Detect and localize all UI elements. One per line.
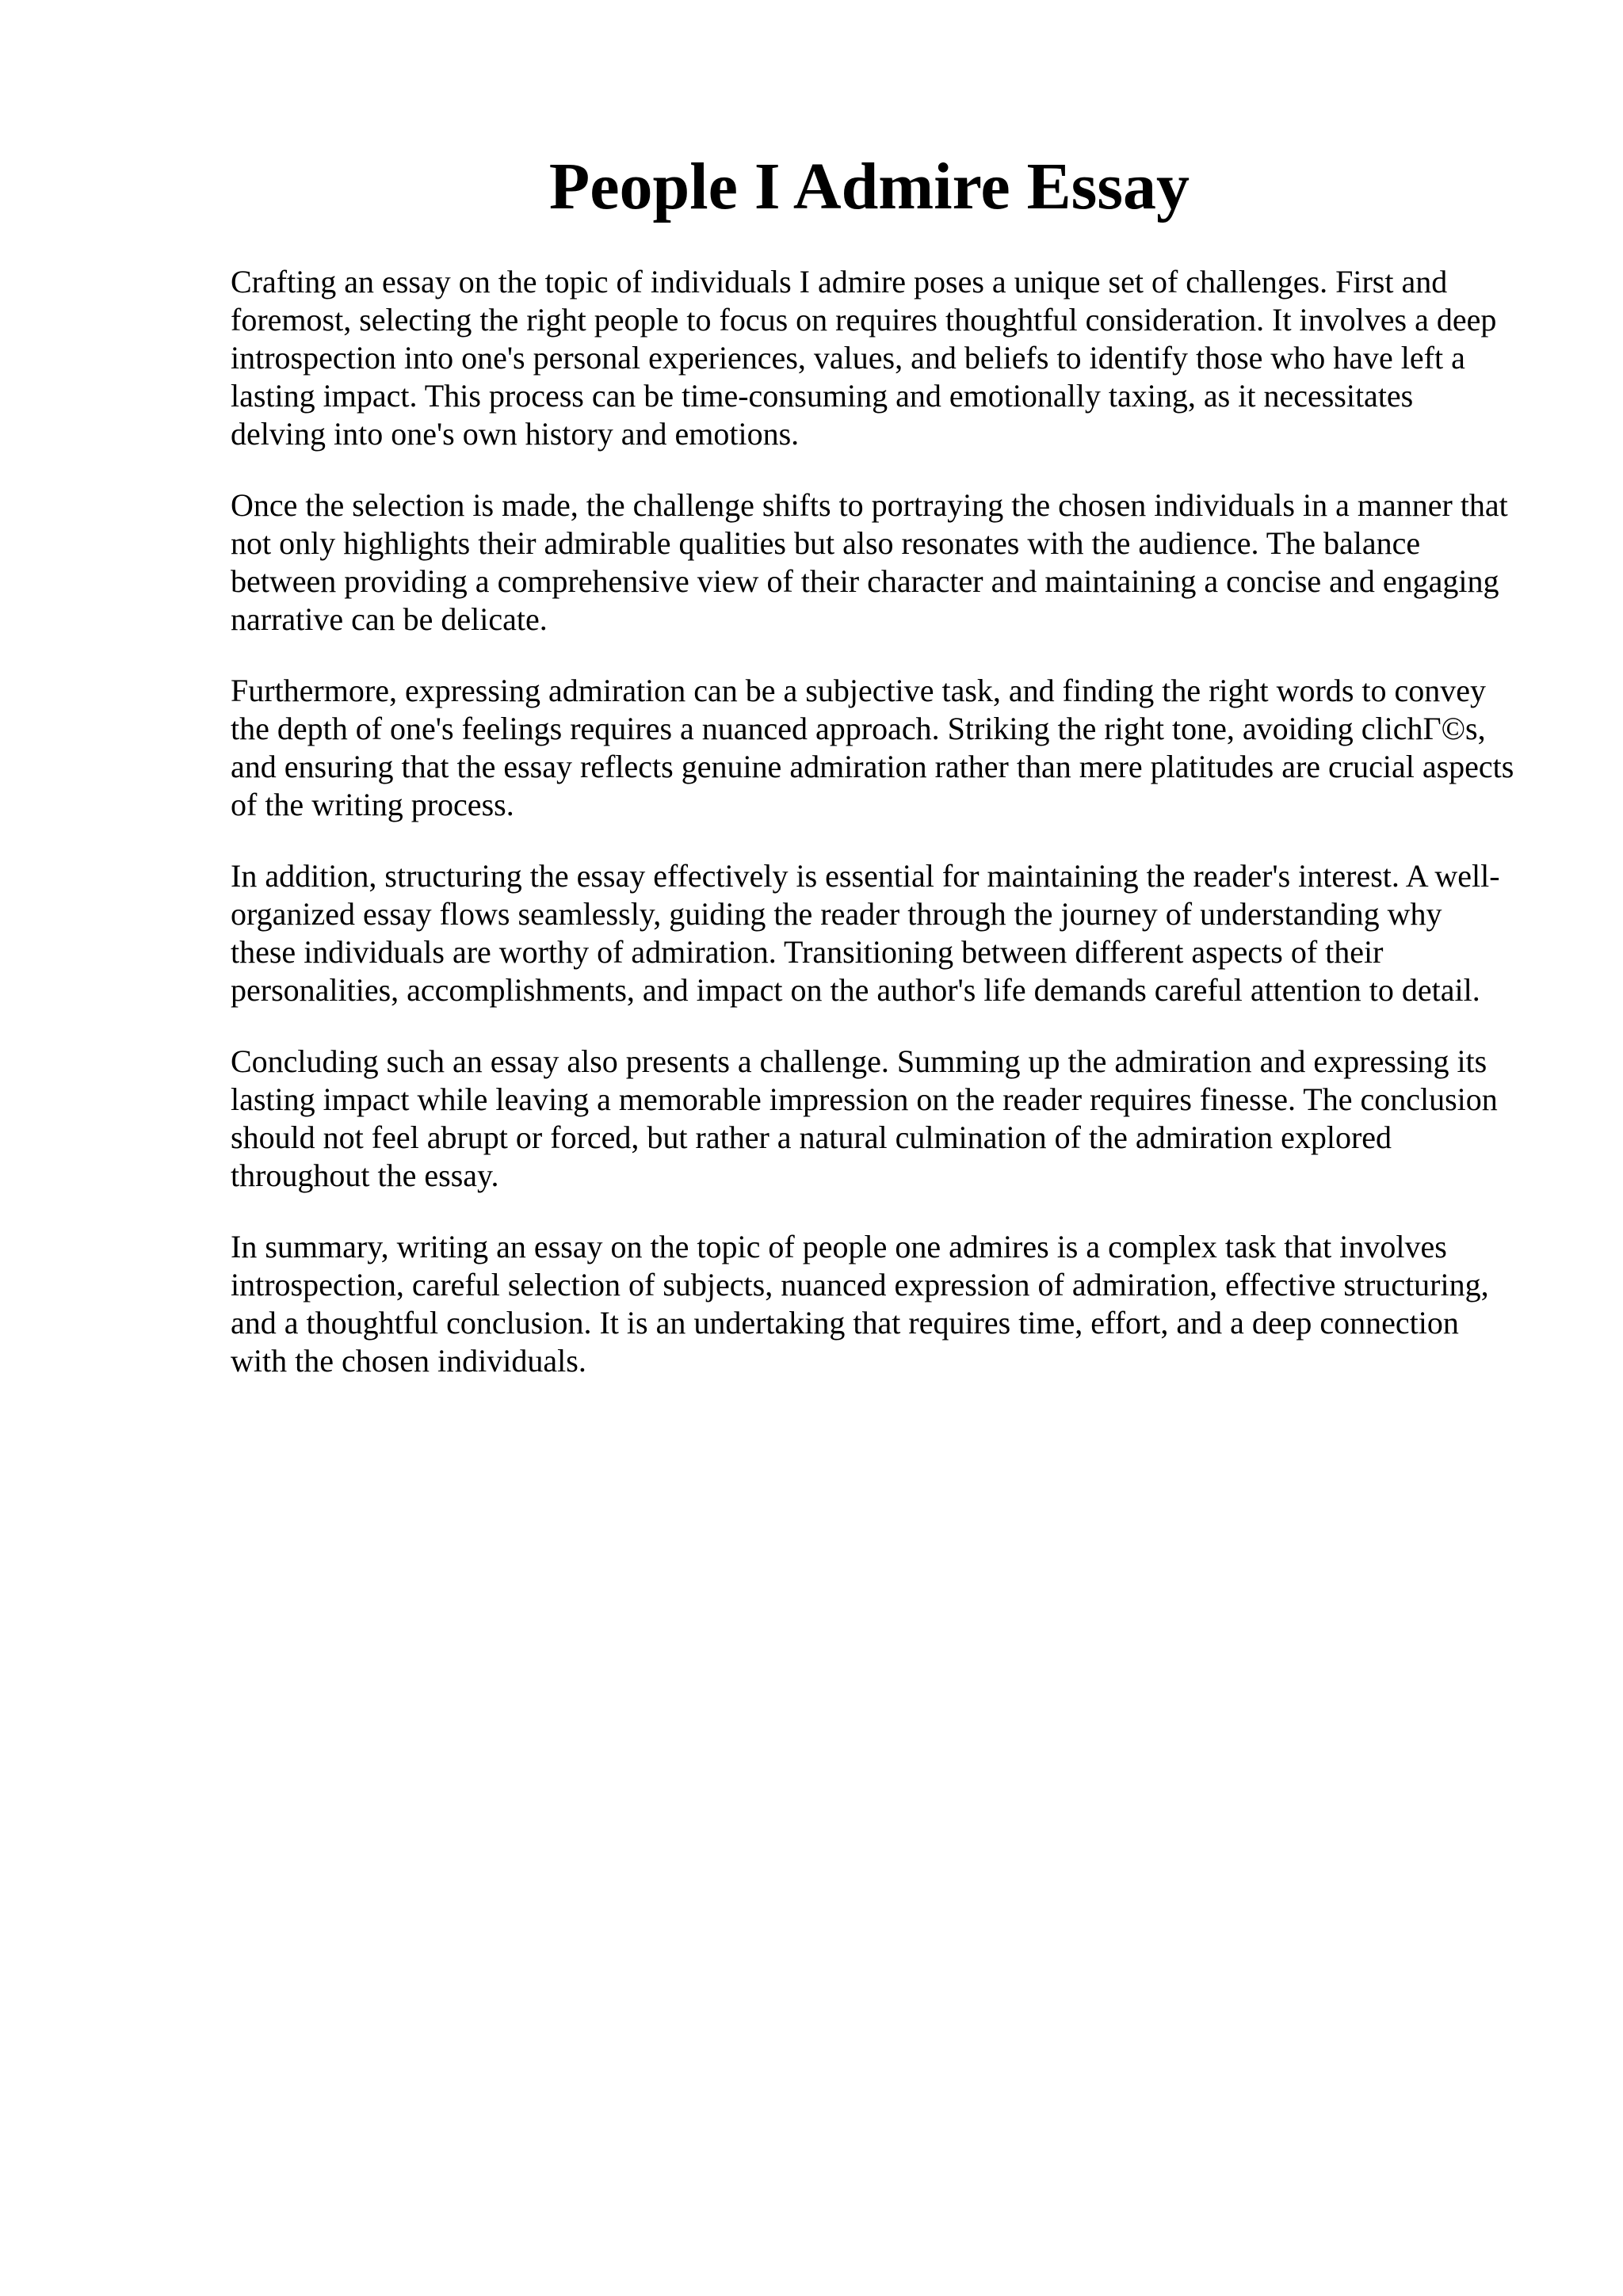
paragraph-4: In addition, structuring the essay effectively is essential for maintaining the reader's interest. A well-organized essay flows seamlessly, guiding the reader through the journey of understanding why these individuals are worthy of admiration. Transitioning between different aspects of their personalities, accomplishments, and impact on the author's life demands careful attention to detail.	[231, 858, 1500, 1008]
document-body	[231, 263, 1514, 1413]
paragraph-1: Crafting an essay on the topic of individuals I admire poses a unique set of challenges. First and foremost, selecting the right people to focus on requires thoughtful consideration. It involves a deep introspection into one's personal experiences, values, and beliefs to identify those who have left a lasting impact. This process can be time-consuming and emotionally taxing, as it necessitates delving into one's own history and emotions.	[231, 264, 1497, 452]
paragraph-5: Concluding such an essay also presents a challenge. Summing up the admiration and expressing its lasting impact while leaving a memorable impression on the reader requires finesse. The conclusion should not feel abrupt or forced, but rather a natural culmination of the admiration explored throughout the essay.	[231, 1043, 1498, 1193]
paragraph-6: In summary, writing an essay on the topic of people one admires is a complex task that involves introspection, careful selection of subjects, nuanced expression of admiration, effective structuring, and a thoughtful conclusion. It is an undertaking that requires time, effort, and a deep connection with the chosen individuals.	[231, 1229, 1489, 1379]
paragraph-3: Furthermore, expressing admiration can be a subjective task, and finding the right words to convey the depth of one's feelings requires a nuanced approach. Striking the right tone, avoiding clichΓ©s, and ensuring that the essay reflects genuine admiration rather than mere platitudes are crucial aspects of the writing process.	[231, 673, 1514, 822]
paragraph-2: Once the selection is made, the challenge shifts to portraying the chosen individuals in a manner that not only highlights their admirable qualities but also resonates with the audience. The balance between providing a comprehensive view of their character and maintaining a concise and engaging narrative can be delicate.	[231, 487, 1508, 637]
document-title: People I Admire Essay	[548, 150, 1190, 223]
